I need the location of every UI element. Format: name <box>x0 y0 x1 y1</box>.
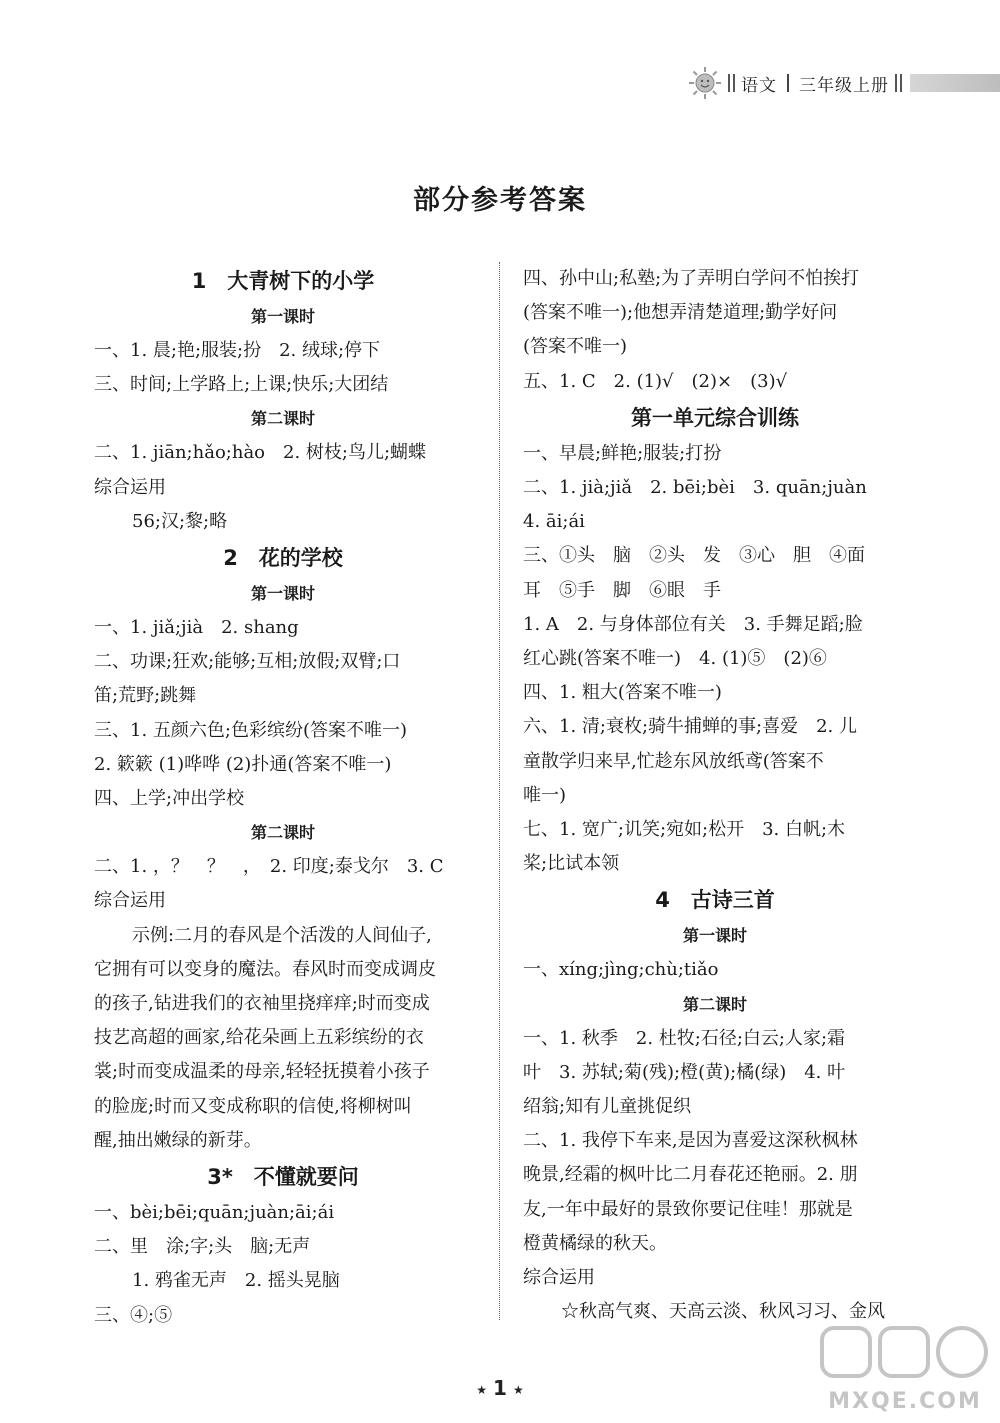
lesson-title: 第一单元综合训练 <box>631 405 799 430</box>
answer-line: 橙黄橘绿的秋天。 <box>523 1232 667 1254</box>
answer-line: 二、里 涂;字;头 脑;无声 <box>94 1236 311 1258</box>
answer-line: 叶 3. 苏轼;菊(残);橙(黄);橘(绿) 4. 叶 <box>523 1061 846 1083</box>
star-icon: ★ <box>476 1382 488 1397</box>
answer-line: 56;汉;黎;略 <box>132 510 228 532</box>
subject-label: 语文 <box>741 75 777 96</box>
answer-line: 二、功课;狂欢;能够;互相;放假;双臂;口 <box>94 651 401 673</box>
section-subtitle: 第二课时 <box>682 994 747 1014</box>
answer-line: 耳 ⑤手 脚 ⑥眼 手 <box>523 579 721 601</box>
answer-line: 三、时间;上学路上;上课;快乐;大团结 <box>94 374 389 396</box>
right-column <box>523 262 907 1329</box>
lesson-title: 2 花的学校 <box>223 546 343 571</box>
answer-line: 裳;时而变成温柔的母亲,轻轻抚摸着小孩子 <box>94 1061 430 1083</box>
answer-line: 1. A 2. 与身体部位有关 3. 手舞足蹈;脸 <box>523 613 863 635</box>
watermark-logo <box>812 1320 998 1420</box>
answer-line: 红心跳(答案不唯一) 4. (1)⑤ (2)⑥ <box>523 648 827 670</box>
grade-label: 三年级上册 <box>799 75 889 96</box>
answer-line: 醒,抽出嫩绿的新芽。 <box>94 1129 262 1151</box>
answer-line: 示例:二月的春风是个活泼的人间仙子, <box>132 924 432 946</box>
answer-line: 一、bèi;bēi;quān;juàn;āi;ái <box>94 1202 335 1224</box>
header-band <box>910 74 1000 92</box>
answer-line: 二、1. jiān;hǎo;hào 2. 树枝;鸟儿;蝴蝶 <box>94 442 427 464</box>
section-subtitle: 第二课时 <box>250 409 315 429</box>
answer-line: 二、1. ，？ ？ ， 2. 印度;泰戈尔 3. C <box>94 856 444 878</box>
answer-line: 七、1. 宽广;讥笑;宛如;松开 3. 白帆;木 <box>523 819 846 841</box>
answer-line: 绍翁;知有儿童挑促织 <box>523 1096 692 1118</box>
answer-line: (答案不唯一);他想弄清楚道理;勤学好问 <box>523 302 838 324</box>
answer-line: 综合运用 <box>523 1267 595 1289</box>
answer-line: 一、1. 晨;艳;服装;扮 2. 绒球;停下 <box>94 340 381 361</box>
header-bars-right <box>895 74 902 92</box>
answer-line: (答案不唯一) <box>523 336 628 358</box>
answer-line: 三、④;⑤ <box>94 1304 173 1326</box>
answer-line: 它拥有可以变身的魔法。春风时而变成调皮 <box>94 958 436 980</box>
answer-line: 唯一) <box>523 784 567 806</box>
answer-line: 三、1. 五颜六色;色彩缤纷(答案不唯一) <box>94 719 408 741</box>
section-subtitle: 第二课时 <box>250 823 315 843</box>
answer-line: 4. āi;ái <box>523 511 585 533</box>
answer-line: 2. 簌簌 (1)哗哗 (2)扑通(答案不唯一) <box>94 753 392 775</box>
left-column <box>94 262 472 1333</box>
page-number: 1 <box>493 1376 507 1400</box>
answer-line: 一、xíng;jìng;chù;tiǎo <box>523 959 719 981</box>
answer-line: 一、1. 秋季 2. 杜牧;石径;白云;人家;霜 <box>523 1027 846 1049</box>
answer-line: 二、1. jià;jiǎ 2. bēi;bèi 3. quān;juàn <box>523 477 867 499</box>
lesson-title: 3* 不懂就要问 <box>207 1165 359 1190</box>
answer-line: 五、1. C 2. (1)√ (2)× (3)√ <box>523 370 788 392</box>
sun-icon <box>688 66 722 100</box>
answer-line: 童散学归来早,忙趁东风放纸鸢(答案不 <box>523 750 824 772</box>
lesson-title: 1 大青树下的小学 <box>191 269 375 293</box>
answer-line: 四、孙中山;私塾;为了弄明白学问不怕挨打 <box>523 268 860 289</box>
star-icon: ★ <box>512 1382 524 1397</box>
header-bars <box>728 74 735 92</box>
answer-line: 四、1. 粗大(答案不唯一) <box>523 682 722 704</box>
answer-line: 的孩子,钻进我们的衣袖里挠痒痒;时而变成 <box>94 993 430 1015</box>
svg-text:MXQE.COM: MXQE.COM <box>828 1389 982 1414</box>
answer-line: 1. 鸦雀无声 2. 摇头晃脑 <box>132 1270 340 1292</box>
column-divider <box>499 262 500 1320</box>
header-separator <box>787 74 789 92</box>
section-subtitle: 第一课时 <box>250 584 315 604</box>
answer-line: 一、1. jiǎ;jià 2. shang <box>94 617 299 639</box>
section-subtitle: 第一课时 <box>250 307 315 326</box>
answer-line: 一、早晨;鲜艳;服装;打扮 <box>523 442 722 464</box>
page-title: 部分参考答案 <box>413 185 587 216</box>
answer-line: 综合运用 <box>94 476 166 498</box>
answer-line: 三、①头 脑 ②头 发 ③心 胆 ④面 <box>523 545 865 567</box>
answer-line: 笛;荒野;跳舞 <box>94 685 197 707</box>
answer-line: 的脸庞;时而又变成称职的信使,将柳树叫 <box>94 1095 412 1117</box>
lesson-title: 4 古诗三首 <box>655 888 775 913</box>
answer-line: 四、上学;冲出学校 <box>94 788 245 810</box>
answer-line: 晚景,经霜的枫叶比二月春花还艳丽。2. 朋 <box>523 1164 858 1186</box>
page-header <box>688 64 1000 102</box>
answer-line: 技艺高超的画家,给花朵画上五彩缤纷的衣 <box>94 1027 424 1049</box>
section-subtitle: 第一课时 <box>682 926 747 946</box>
answer-line: 六、1. 清;衰枚;骑牛捕蝉的事;喜爱 2. 儿 <box>523 716 857 738</box>
answer-line: ☆秋高气爽、天高云淡、秋风习习、金风 <box>561 1301 885 1323</box>
answer-line: 桨;比试本领 <box>523 853 620 875</box>
answer-line: 综合运用 <box>94 890 166 912</box>
answer-line: 二、1. 我停下车来,是因为喜爱这深秋枫林 <box>523 1130 858 1152</box>
answer-line: 友,一年中最好的景致你要记住哇！那就是 <box>523 1198 853 1220</box>
